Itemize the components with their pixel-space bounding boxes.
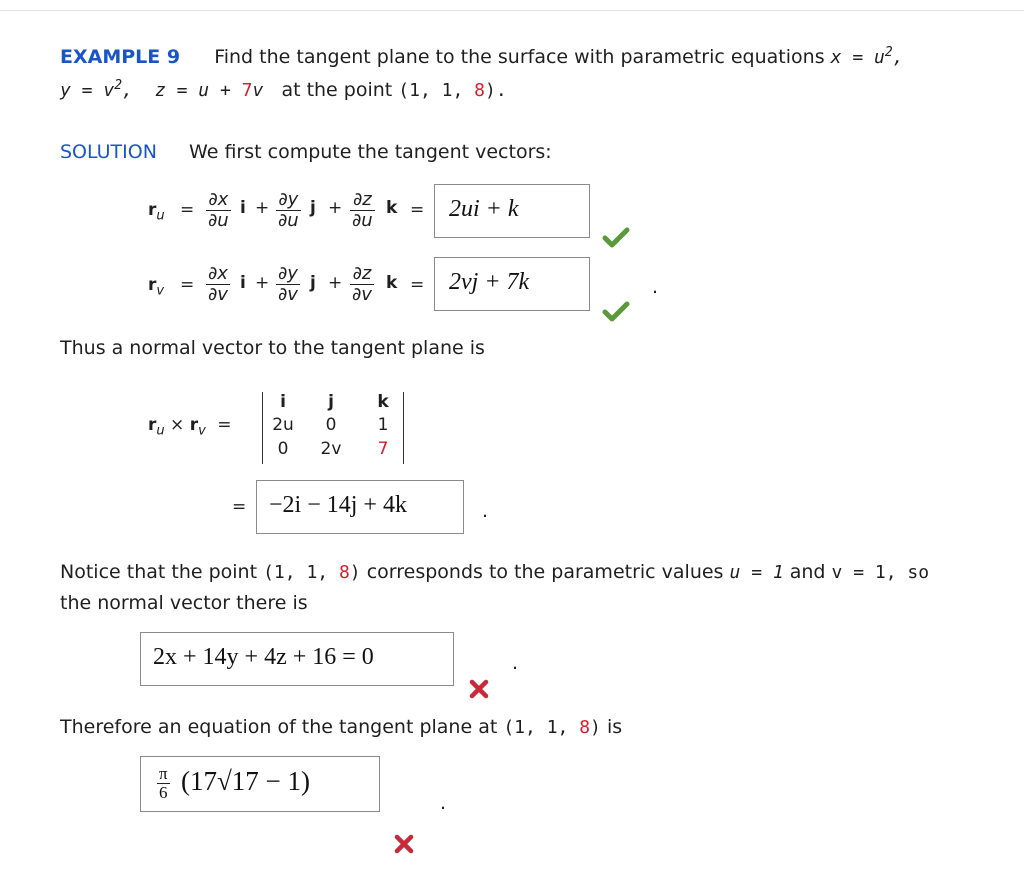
notice-answer-value: 2x + 14y + 4z + 16 = 0 — [153, 644, 374, 670]
normal-answer-value: −2i − 14j + 4k — [269, 492, 407, 518]
determinant-matrix — [262, 392, 404, 464]
ru-i: i — [240, 198, 246, 218]
solution-label: SOLUTION — [60, 141, 157, 163]
example-line-2 — [60, 78, 507, 101]
notice-line-2: the normal vector there is — [60, 592, 308, 614]
ru-answer-value: 2ui + k — [449, 196, 519, 222]
rv-plus-1: + — [255, 273, 270, 293]
therefore-answer-value: (17√17 − 1) — [181, 766, 311, 796]
ru-plus-1: + — [255, 198, 270, 218]
rv-i: i — [240, 273, 246, 293]
example-label: EXAMPLE 9 — [60, 46, 181, 68]
rv-dx-fraction: $\frac{\partial x}{\partial v}$ — [208, 263, 228, 305]
rv-plus-2: + — [328, 273, 343, 293]
point-value: (1, 1, 8). — [398, 80, 507, 101]
ru-dx-fraction: $\frac{\partial x}{\partial u}$ — [208, 189, 229, 231]
rv-label: $r_v$ — [148, 275, 165, 299]
normal-vector-text: Thus a normal vector to the tangent plane is — [60, 337, 485, 359]
matrix-cell: j — [328, 392, 334, 412]
matrix-cell: k — [377, 392, 389, 412]
solution-text: We first compute the tangent vectors: — [189, 141, 552, 163]
ru-equals: = — [180, 200, 195, 220]
ru-answer-box[interactable] — [434, 184, 590, 238]
notice-answer-box[interactable] — [140, 632, 454, 686]
example-text: Find the tangent plane to the surface with parametric equations — [214, 46, 825, 68]
rv-answer-value: 2vj + 7k — [449, 269, 530, 295]
example-line-1 — [60, 45, 904, 68]
x-icon — [393, 833, 415, 855]
matrix-cell: i — [280, 392, 286, 412]
matrix-cell: 1 — [377, 415, 389, 435]
answer-pi-fraction: $\frac{\pi}{6}$ — [159, 764, 168, 802]
rv-trailing-period: . — [652, 276, 659, 298]
solution-line — [60, 141, 552, 163]
matrix-cell: 2v — [320, 439, 342, 459]
rv-equals-2: = — [410, 275, 425, 295]
ru-label: $r_u$ — [148, 200, 165, 224]
rv-dy-fraction: $\frac{\partial y}{\partial v}$ — [278, 263, 298, 305]
rv-equals: = — [180, 275, 195, 295]
rv-answer-box[interactable] — [434, 257, 590, 311]
notice-trailing-period: . — [512, 652, 519, 674]
notice-line-1: Notice that the point (1, 1, 8) corresponds to the parametric values u = 1 and v = 1, so — [60, 561, 930, 583]
matrix-cell: 0 — [325, 415, 337, 435]
matrix-cell: 2u — [272, 415, 294, 435]
ru-dy-fraction: $\frac{\partial y}{\partial u}$ — [278, 189, 299, 231]
rv-dz-fraction: $\frac{\partial z}{\partial v}$ — [352, 263, 372, 305]
point-prefix: at the point — [281, 79, 393, 101]
ru-dz-fraction: $\frac{\partial z}{\partial u}$ — [352, 189, 373, 231]
therefore-line: Therefore an equation of the tangent plane at (1, 1, 8) is — [60, 716, 623, 738]
x-icon — [468, 678, 490, 700]
ru-equals-2: = — [410, 200, 425, 220]
equation-x: $x = u^2$, — [830, 45, 904, 68]
check-icon — [602, 300, 630, 322]
ru-plus-2: + — [328, 198, 343, 218]
matrix-cell: 0 — [277, 439, 289, 459]
normal-trailing-period: . — [482, 500, 489, 522]
matrix-cell: 7 — [377, 439, 389, 459]
normal-equals: = — [232, 497, 247, 517]
check-icon — [602, 226, 630, 248]
rv-j: j — [310, 273, 316, 293]
cross-product-label: $r_u \times r_v$ = — [148, 415, 232, 439]
equation-y: $y = v^2$, — [60, 78, 133, 101]
top-divider — [0, 10, 1024, 11]
rv-k: k — [386, 273, 398, 293]
ru-j: j — [310, 198, 316, 218]
therefore-trailing-period: . — [440, 792, 447, 814]
equation-z: z = u + 7v — [154, 80, 264, 101]
therefore-answer-box[interactable] — [140, 756, 380, 812]
ru-k: k — [386, 198, 398, 218]
normal-answer-box[interactable] — [256, 480, 464, 534]
